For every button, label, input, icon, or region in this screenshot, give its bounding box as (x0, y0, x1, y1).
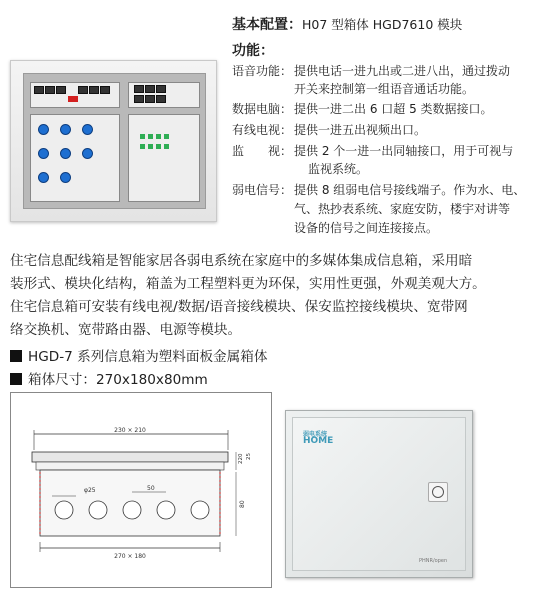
description-line: 住宅信息箱可安装有线电视/数据/语音接线模块、保安监控接线模块、宽带网 (10, 299, 468, 315)
function-text: 提供 2 个一进一出同轴接口，用于可视与 (294, 144, 514, 158)
lid-profile (32, 452, 228, 462)
lock-icon (428, 482, 448, 502)
logo-big-text: HOME (303, 436, 334, 446)
knockout-hole (157, 501, 175, 519)
rj-jack (134, 95, 144, 103)
coax-connector (60, 172, 71, 183)
terminal-module (128, 114, 200, 202)
dim-hole-label: φ25 (84, 487, 96, 494)
function-label: 数据电脑： (232, 102, 293, 116)
function-text: 提供一进二出 6 口超 5 类数据接口。 (294, 102, 493, 116)
rj-jack (145, 95, 155, 103)
coax-connector (38, 172, 49, 183)
rj-jack (78, 86, 88, 94)
terminal (156, 134, 161, 139)
description (10, 250, 530, 342)
knockout-hole (123, 501, 141, 519)
function-label: 弱电信号： (232, 183, 293, 197)
dim-side-2-label: 25 (246, 453, 252, 460)
rj-jack (145, 85, 155, 93)
dim-top-label: 230 × 210 (114, 427, 146, 434)
terminal (140, 144, 145, 149)
function-text: 提供 8 组弱电信号接线端子。作为水、电、 (294, 183, 526, 197)
bottom-brand-text: PHNR/open (419, 558, 448, 564)
function-text: 提供电话一进九出或二进八出，通过拨动 (294, 64, 511, 78)
rj-jack (45, 86, 55, 94)
description-line: 住宅信息配线箱是智能家居各弱电系统在家庭中的多媒体集成信息箱，采用暗 (10, 253, 473, 269)
knockout-hole (191, 501, 209, 519)
spec-line (232, 14, 462, 34)
function-text: 开关来控制第一组语音通话功能。 (294, 82, 475, 96)
terminal (164, 144, 169, 149)
rj-jack (34, 86, 44, 94)
box-front-photo (285, 410, 473, 578)
knockout-hole (55, 501, 73, 519)
terminal (140, 134, 145, 139)
box-cover (292, 417, 466, 571)
function-label: 有线电视： (232, 123, 293, 137)
coax-connector (60, 124, 71, 135)
coax-connector (82, 124, 93, 135)
description-line: 络交换机、宽带路由器、电源等模块。 (10, 322, 242, 338)
terminal (148, 134, 153, 139)
dimension-drawing (10, 392, 272, 588)
spec-label: 基本配置： (232, 17, 302, 33)
terminal (148, 144, 153, 149)
functions-heading: 功能： (232, 43, 274, 59)
dim-side-1-label: 220 (238, 453, 244, 464)
spec-value: H07 型箱体 HGD7610 模块 (302, 17, 463, 32)
coax-connector (38, 124, 49, 135)
function-text: 气、热抄表系统、家庭安防，楼宇对讲等 (294, 202, 511, 216)
dim-bottom-label: 270 × 180 (114, 553, 146, 560)
function-text: 提供一进五出视频出口。 (294, 123, 427, 137)
rj-jack (134, 85, 144, 93)
function-text: 监视系统。 (308, 162, 369, 176)
module-panel-photo (10, 60, 217, 222)
brand-logo (303, 432, 333, 444)
rj-jack (56, 86, 66, 94)
bullet-text: 箱体尺寸：270x180x80mm (28, 372, 208, 388)
terminal (156, 144, 161, 149)
module-panel (23, 73, 206, 209)
terminal (164, 134, 169, 139)
coax-connector (60, 148, 71, 159)
function-label: 语音功能： (232, 64, 293, 78)
description-line: 装形式、模块化结构，箱盖为工程塑料更为环保，实用性更强，外观美观大方。 (10, 276, 486, 292)
knockout-hole (89, 501, 107, 519)
bullet-item (10, 368, 208, 388)
rj-jack (156, 95, 166, 103)
rj-jack (89, 86, 99, 94)
logo-small-text: 弱电系统 (303, 431, 328, 438)
dim-pitch-label: 50 (147, 485, 155, 492)
dim-depth-label: 80 (239, 500, 246, 508)
rj-jack (100, 86, 110, 94)
square-bullet-icon (10, 350, 22, 362)
coax-connector (82, 148, 93, 159)
square-bullet-icon (10, 373, 22, 385)
bullet-item (10, 345, 267, 365)
lock-knob (432, 486, 444, 498)
coax-connector (38, 148, 49, 159)
function-label: 监 视： (232, 144, 293, 158)
bullet-text: HGD-7 系列信息箱为塑料面板金属箱体 (28, 349, 268, 365)
red-label (68, 96, 78, 102)
rj-jack (156, 85, 166, 93)
function-text: 设备的信号之间连接接点。 (294, 221, 439, 235)
